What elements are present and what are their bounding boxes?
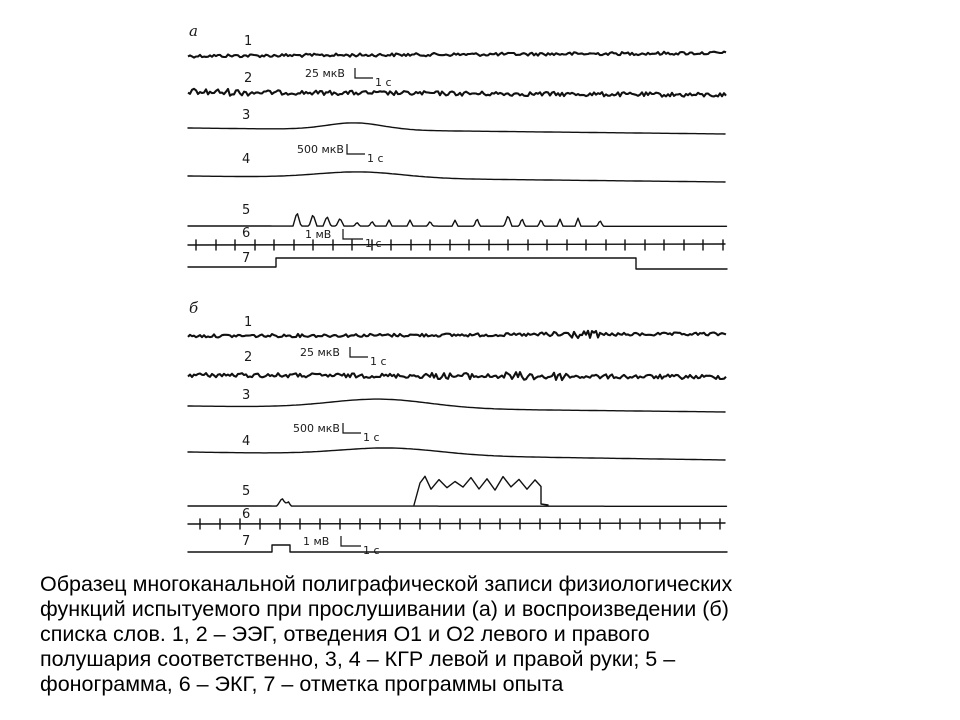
eeg-o2-trace	[188, 89, 726, 97]
channel-label: 5	[242, 203, 251, 218]
program-mark-trace	[188, 545, 727, 552]
time-scale-label: 1 с	[367, 152, 384, 165]
phonogram-trace	[188, 214, 727, 227]
scale-bar	[350, 347, 368, 357]
channel-label: 4	[242, 152, 251, 167]
phonogram-trace-base	[188, 499, 727, 506]
caption-line: функций испытуемого при прослушивании (а) и воспроизведении (б)	[40, 597, 729, 621]
time-scale-label: 1 с	[363, 431, 380, 444]
panel-letter: б	[189, 299, 199, 317]
caption-line: Образец многоканальной полиграфической записи физиологических	[40, 572, 733, 596]
gsr-right-trace	[188, 448, 725, 460]
caption-line: фонограмма, 6 – ЭКГ, 7 – отметка программы опыта	[40, 672, 564, 696]
panel-letter: а	[189, 22, 198, 40]
amplitude-scale-label: 25 мкВ	[300, 346, 340, 359]
channel-label: 3	[242, 388, 251, 403]
channel-label: 1	[244, 34, 253, 49]
channel-label: 4	[242, 434, 251, 449]
channel-label: 3	[242, 108, 251, 123]
gsr-left-trace	[188, 123, 725, 134]
caption-line: списка слов. 1, 2 – ЭЭГ, отведения О1 и О2 левого и правого	[40, 622, 650, 646]
gsr-left-trace	[188, 399, 725, 412]
scale-bar	[343, 423, 361, 433]
time-scale-label: 1 с	[363, 544, 380, 557]
channel-label: 2	[244, 71, 253, 86]
channel-label: 6	[242, 507, 251, 522]
program-mark-trace	[188, 258, 727, 269]
channel-label: 7	[242, 534, 251, 549]
scale-bar	[341, 536, 361, 546]
eeg-o1-trace	[188, 331, 726, 338]
figure-caption	[40, 572, 940, 697]
caption-line: полушария соответственно, 3, 4 – КГР левой и правой руки; 5 –	[40, 647, 676, 671]
phonogram-speech-block	[414, 476, 548, 505]
gsr-right-trace	[188, 172, 725, 182]
channel-label: 1	[244, 315, 253, 330]
time-scale-label: 1 с	[365, 237, 382, 250]
channel-label: 2	[244, 350, 253, 365]
channel-label: 6	[242, 226, 251, 241]
amplitude-scale-label: 500 мкВ	[293, 422, 340, 435]
time-scale-label: 1 с	[370, 355, 387, 368]
channel-label: 5	[242, 484, 251, 499]
scale-bar	[355, 68, 373, 78]
amplitude-scale-label: 1 мВ	[305, 228, 332, 241]
eeg-o2-trace	[188, 372, 726, 380]
eeg-o1-trace	[188, 52, 726, 58]
scale-bar	[343, 229, 363, 239]
scale-bar	[347, 144, 365, 154]
amplitude-scale-label: 1 мВ	[303, 535, 330, 548]
channel-label: 7	[242, 251, 251, 266]
amplitude-scale-label: 25 мкВ	[305, 67, 345, 80]
time-scale-label: 1 с	[375, 76, 392, 89]
amplitude-scale-label: 500 мкВ	[297, 143, 344, 156]
panel-b-ecg-baseline	[188, 523, 725, 524]
